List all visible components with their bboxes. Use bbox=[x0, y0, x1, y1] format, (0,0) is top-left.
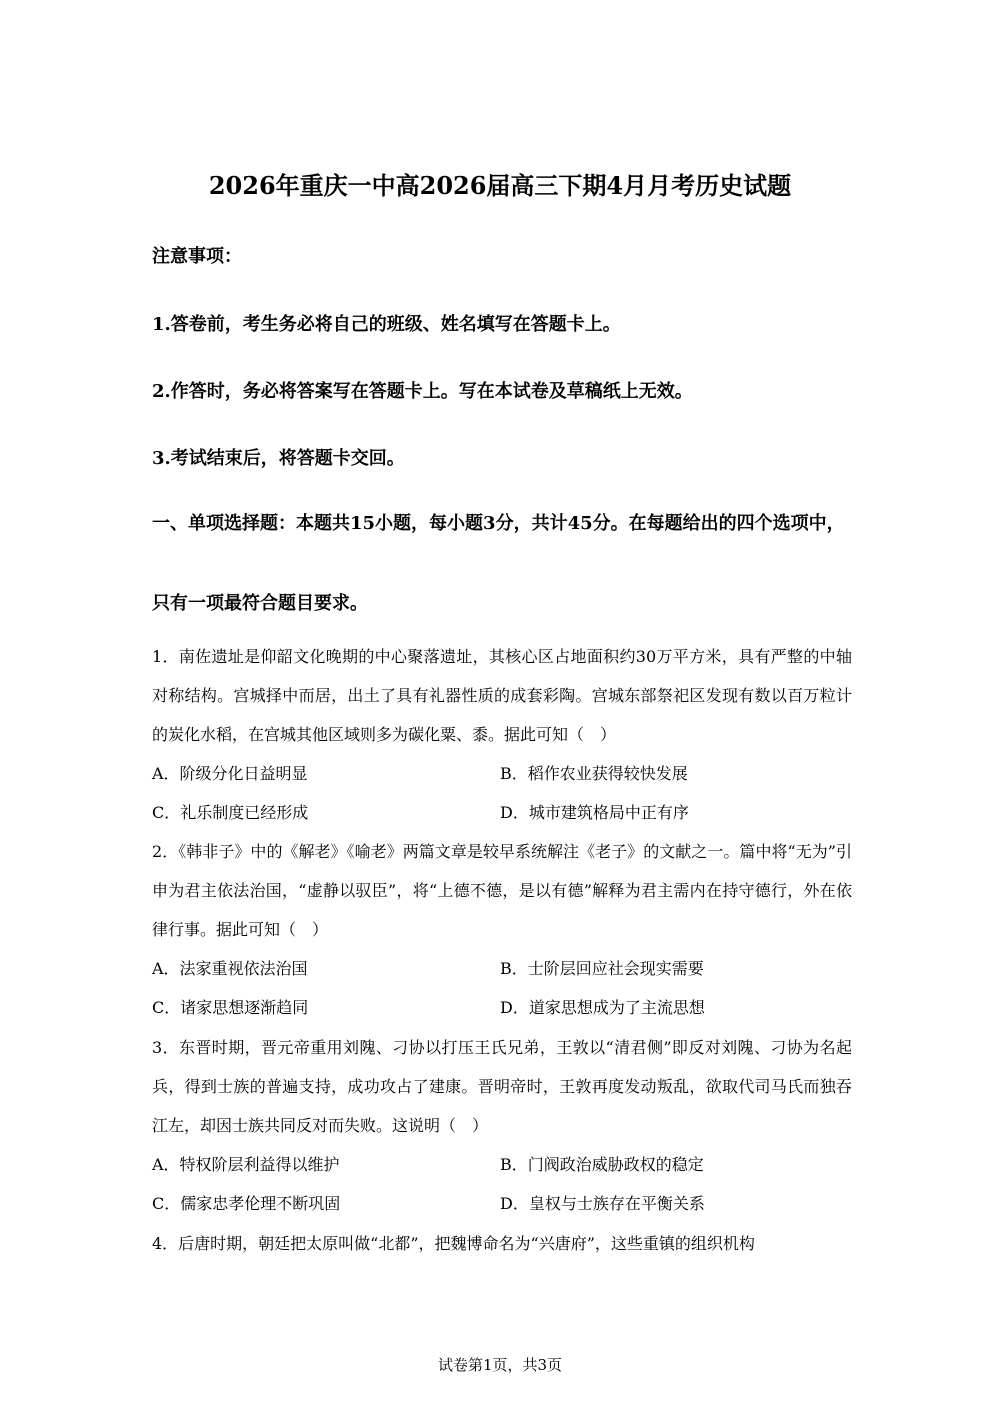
question-1-stem: 1．南佐遗址是仰韶文化晚期的中心聚落遗址，其核心区占地面积约30万平方米，具有严整的中轴对称结构。宫城择中而居，出土了具有礼器性质的成套彩陶。宫城东部祭祀区发现有数以百万粒计的炭化水稻，在宫城其他区域则多为碳化粟、黍。据此可知（ ） bbox=[152, 647, 852, 744]
section-heading: 一、单项选择题：本题共15小题，每小题3分，共计45分。在每题给出的四个选项中，只有一项最符合题目要求。 bbox=[152, 513, 845, 614]
question-1-option-c: C．礼乐制度已经形成 bbox=[152, 803, 309, 822]
notice-item-2: 2.作答时，务必将答案写在答题卡上。写在本试卷及草稿纸上无效。 bbox=[152, 381, 693, 402]
page-title: 2026年重庆一中高2026届高三下期4月月考历史试题 bbox=[208, 171, 792, 200]
question-4-stem: 4．后唐时期，朝廷把太原叫做“北都”，把魏博命名为“兴唐府”，这些重镇的组织机构 bbox=[152, 1234, 755, 1253]
question-1-option-a: A．阶级分化日益明显 bbox=[152, 764, 308, 783]
question-1-option-b: B．稻作农业获得较快发展 bbox=[500, 764, 688, 783]
question-2-option-a: A．法家重视依法治国 bbox=[152, 959, 308, 978]
question-3-option-c: C．儒家忠孝伦理不断巩固 bbox=[152, 1194, 341, 1213]
question-2-option-d: D．道家思想成为了主流思想 bbox=[500, 998, 705, 1017]
question-3-option-a: A．特权阶层利益得以维护 bbox=[152, 1155, 340, 1174]
question-2-option-c: C．诸家思想逐渐趋同 bbox=[152, 998, 309, 1017]
question-3-option-b: B．门阀政治威胁政权的稳定 bbox=[500, 1155, 704, 1174]
page-footer: 试卷第1页，共3页 bbox=[437, 1356, 563, 1374]
notice-heading: 注意事项： bbox=[152, 246, 242, 267]
question-3-option-d: D．皇权与士族存在平衡关系 bbox=[500, 1194, 705, 1213]
question-3-stem: 3．东晋时期，晋元帝重用刘隗、刁协以打压王氏兄弟，王敦以“清君侧”即反对刘隗、刁协为名起兵，得到士族的普遍支持，成功攻占了建康。晋明帝时，王敦再度发动叛乱，欲取代司马氏而独吞江左，却因士族共同反对而失败。这说明（ ） bbox=[152, 1038, 852, 1135]
notice-item-1: 1.答卷前，考生务必将自己的班级、姓名填写在答题卡上。 bbox=[152, 314, 621, 335]
question-2-stem: 2．《韩非子》中的《解老》《喻老》两篇文章是较早系统解注《老子》的文献之一。篇中将“无为”引申为君主依法治国，“虚静以驭臣”，将“上德不德，是以有德”解释为君主需内在持守德行，外在依律行事。据此可知（ ） bbox=[152, 842, 852, 939]
question-2-option-b: B．士阶层回应社会现实需要 bbox=[500, 959, 704, 978]
question-1-option-d: D．城市建筑格局中正有序 bbox=[500, 803, 689, 822]
notice-item-3: 3.考试结束后，将答题卡交回。 bbox=[152, 448, 405, 469]
